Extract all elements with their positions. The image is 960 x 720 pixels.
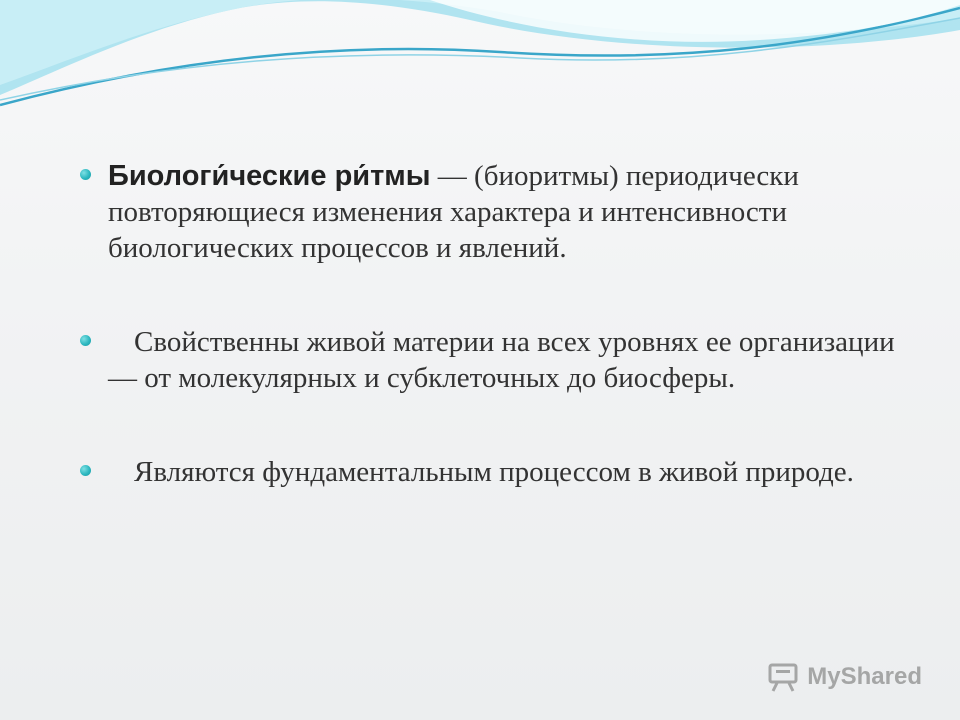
header-wave-decoration xyxy=(0,0,960,130)
bullet-item xyxy=(78,324,898,396)
bullet-dot-icon xyxy=(80,465,91,476)
bullet-item xyxy=(78,158,898,266)
bullet-text: Свойственны живой материи на всех уровнях ее организации — от молекулярных и субклеточных до биосферы. xyxy=(108,326,895,394)
bullet-item xyxy=(78,454,898,490)
term-label: Биологи́ческие ри́тмы xyxy=(108,160,431,192)
bullet-dot-icon xyxy=(80,335,91,346)
bullet-text: — (биоритмы) периодически повторяющиеся изменения характера и интенсивности биологических процессов и явлений. xyxy=(108,160,799,264)
watermark-text: MyShared xyxy=(807,663,922,690)
presentation-board-icon xyxy=(767,662,801,692)
watermark-logo xyxy=(767,662,922,692)
bullet-dot-icon xyxy=(80,169,91,180)
bullet-list xyxy=(78,158,898,490)
bullet-text: Являются фундаментальным процессом в живой природе. xyxy=(134,456,854,488)
